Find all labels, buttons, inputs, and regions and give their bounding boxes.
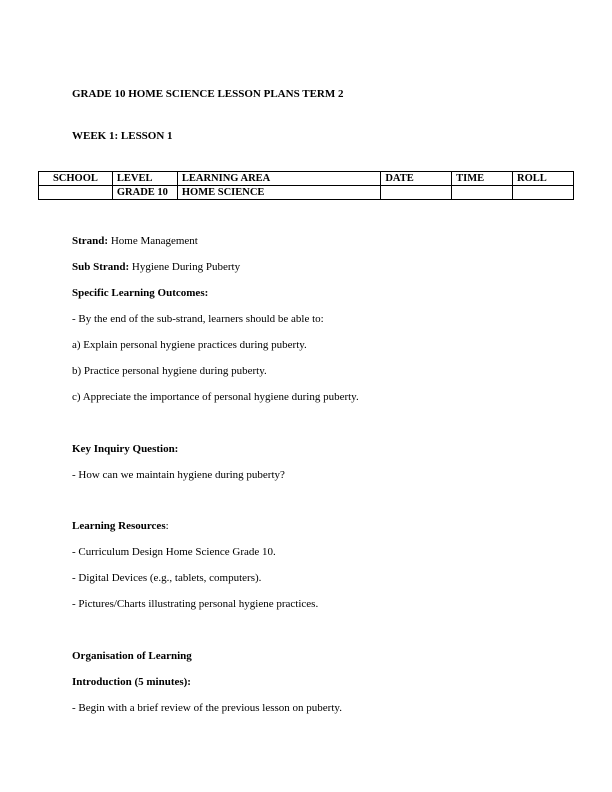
- strand-value: Home Management: [108, 235, 198, 247]
- cell-roll: [513, 186, 574, 200]
- sub-strand-label: Sub Strand:: [72, 261, 130, 273]
- header-date: DATE: [381, 172, 452, 186]
- header-school: SCHOOL: [39, 172, 113, 186]
- introduction-item: - Begin with a brief review of the previous lesson on puberty.: [72, 702, 342, 714]
- cell-learning-area: HOME SCIENCE: [177, 186, 380, 200]
- inquiry-heading: Key Inquiry Question:: [72, 443, 179, 455]
- resources-heading-line: [72, 520, 169, 532]
- cell-date: [381, 186, 452, 200]
- outcome-item: c) Appreciate the importance of personal hygiene during puberty.: [72, 391, 359, 403]
- resources-heading: Learning Resources: [72, 520, 166, 532]
- lesson-info-table: [38, 171, 574, 200]
- document-title: GRADE 10 HOME SCIENCE LESSON PLANS TERM 2: [72, 88, 344, 100]
- week-lesson-heading: WEEK 1: LESSON 1: [72, 130, 173, 142]
- outcome-item: - By the end of the sub-strand, learners should be able to:: [72, 313, 324, 325]
- organisation-heading: Organisation of Learning: [72, 650, 192, 662]
- sub-strand-line: [72, 261, 240, 273]
- table-row: [39, 186, 574, 200]
- cell-level: GRADE 10: [112, 186, 177, 200]
- header-level: LEVEL: [112, 172, 177, 186]
- header-time: TIME: [452, 172, 513, 186]
- header-roll: ROLL: [513, 172, 574, 186]
- strand-label: Strand:: [72, 235, 109, 247]
- introduction-heading: Introduction (5 minutes):: [72, 676, 191, 688]
- header-learning-area: LEARNING AREA: [177, 172, 380, 186]
- cell-school: [39, 186, 113, 200]
- resource-item: - Digital Devices (e.g., tablets, computers).: [72, 572, 262, 584]
- inquiry-item: - How can we maintain hygiene during puberty?: [72, 469, 285, 481]
- resource-item: - Pictures/Charts illustrating personal hygiene practices.: [72, 598, 319, 610]
- resource-item: - Curriculum Design Home Science Grade 10.: [72, 546, 276, 558]
- sub-strand-value: Hygiene During Puberty: [129, 261, 241, 273]
- table-header-row: [39, 172, 574, 186]
- strand-line: [72, 235, 198, 247]
- cell-time: [452, 186, 513, 200]
- outcome-item: a) Explain personal hygiene practices during puberty.: [72, 339, 307, 351]
- resources-colon: :: [165, 520, 169, 532]
- outcome-item: b) Practice personal hygiene during puberty.: [72, 365, 267, 377]
- outcomes-heading: Specific Learning Outcomes:: [72, 287, 209, 299]
